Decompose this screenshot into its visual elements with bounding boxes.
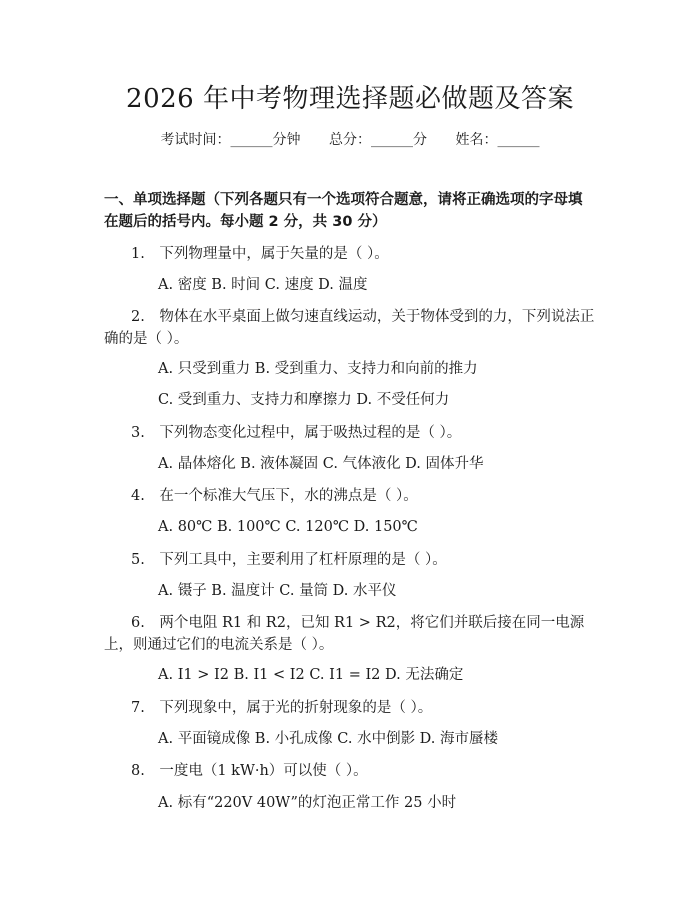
question-1: 1. 下列物理量中，属于矢量的是（ ）。 xyxy=(131,246,389,262)
question-4: 4. 在一个标准大气压下，水的沸点是（ ）。 xyxy=(131,488,418,504)
question-3-options: A. 晶体熔化 B. 液体凝固 C. 气体液化 D. 固体升华 xyxy=(158,456,484,472)
question-3: 3. 下列物态变化过程中，属于吸热过程的是（ ）。 xyxy=(131,425,462,441)
question-6: 6. 两个电阻 R1 和 R2，已知 R1 > R2，将它们并联后接在同一电源上，则通过它们的电流关系是（ ）。 xyxy=(104,615,585,653)
question-5: 5. 下列工具中，主要利用了杠杆原理的是（ ）。 xyxy=(131,552,447,568)
total-score-field: 总分：______分 xyxy=(329,132,427,148)
question-1-options: A. 密度 B. 时间 C. 速度 D. 温度 xyxy=(158,277,368,293)
exam-info-line xyxy=(0,130,700,150)
question-2: 2. 物体在水平桌面上做匀速直线运动，关于物体受到的力，下列说法正确的是（ ）。 xyxy=(104,309,595,347)
question-8: 8. 一度电（1 kW·h）可以使（ ）。 xyxy=(131,763,368,779)
question-6-options: A. I1 > I2 B. I1 < I2 C. I1 = I2 D. 无法确定 xyxy=(158,667,464,683)
question-2-options-line-2: C. 受到重力、支持力和摩擦力 D. 不受任何力 xyxy=(158,392,450,408)
section-heading-single-choice: 一、单项选择题（下列各题只有一个选项符合题意，请将正确选项的字母填在题后的括号内。每小题 2 分，共 30 分） xyxy=(104,192,583,230)
question-7: 7. 下列现象中，属于光的折射现象的是（ ）。 xyxy=(131,700,433,716)
question-7-options: A. 平面镜成像 B. 小孔成像 C. 水中倒影 D. 海市蜃楼 xyxy=(158,731,499,747)
question-8-option-a: A. 标有“220V 40W”的灯泡正常工作 25 小时 xyxy=(158,795,457,811)
student-name-field: 姓名：______ xyxy=(455,132,540,148)
question-5-options: A. 镊子 B. 温度计 C. 量筒 D. 水平仪 xyxy=(158,583,397,599)
exam-time-field: 考试时间：______分钟 xyxy=(160,132,301,148)
page-title: 2026 年中考物理选择题必做题及答案 xyxy=(126,84,574,114)
question-4-options: A. 80℃ B. 100℃ C. 120℃ D. 150℃ xyxy=(158,519,418,535)
question-2-options-line-1: A. 只受到重力 B. 受到重力、支持力和向前的推力 xyxy=(158,361,478,377)
